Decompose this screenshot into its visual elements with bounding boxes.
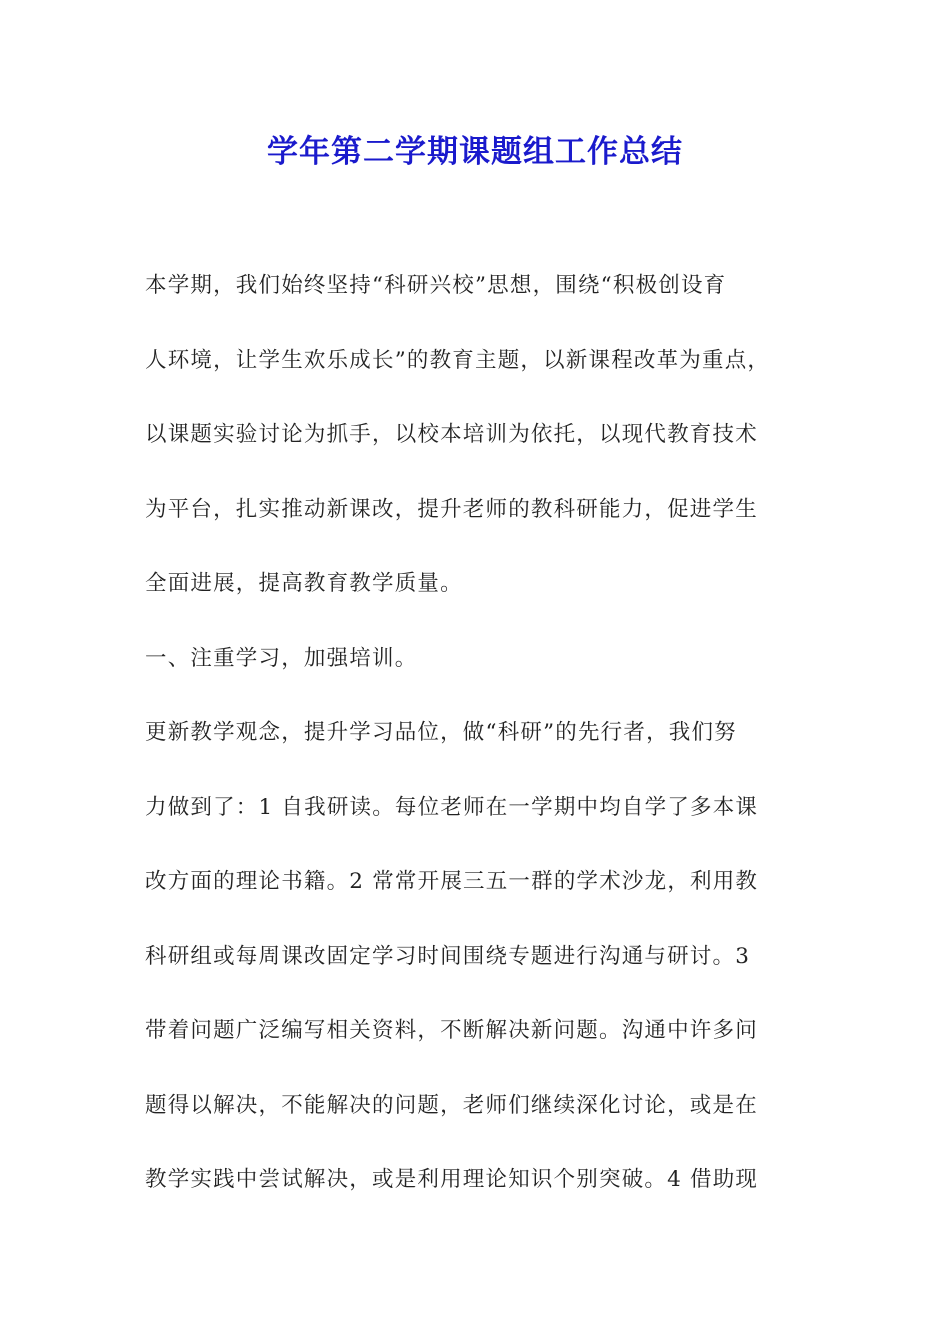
document-body: [145, 262, 815, 1231]
body-line: 教学实践中尝试解决，或是利用理论知识个别突破。4 借助现: [145, 1167, 759, 1192]
body-line: 科研组或每周课改固定学习时间围绕专题进行沟通与研讨。3: [145, 943, 751, 969]
document-title: 学年第二学期课题组工作总结: [267, 134, 683, 170]
body-line: 人环境，让学生欢乐成长”的教育主题，以新课程改革为重点，: [145, 347, 771, 373]
body-line: 力做到了：1 自我研读。每位老师在一学期中均自学了多本课: [145, 794, 759, 820]
body-line: 带着问题广泛编写相关资料，不断解决新问题。沟通中许多问: [145, 1018, 758, 1043]
body-line: 以课题实验讨论为抓手，以校本培训为依托，以现代教育技术: [145, 422, 758, 447]
body-line: 改方面的理论书籍。2 常常开展三五一群的学术沙龙，利用教: [145, 869, 759, 894]
body-line: 全面进展，提高教育教学质量。: [145, 571, 463, 596]
body-line: 本学期，我们始终坚持“科研兴校”思想，围绕“积极创设育: [145, 273, 727, 298]
body-line: 为平台，扎实推动新课改，提升老师的教科研能力，促进学生: [145, 496, 758, 522]
body-line: 题得以解决，不能解决的问题，老师们继续深化讨论，或是在: [145, 1092, 758, 1118]
body-line: 更新教学观念，提升学习品位，做“科研”的先行者，我们努: [145, 720, 737, 745]
section-heading: 一、注重学习，加强培训。: [145, 645, 418, 671]
